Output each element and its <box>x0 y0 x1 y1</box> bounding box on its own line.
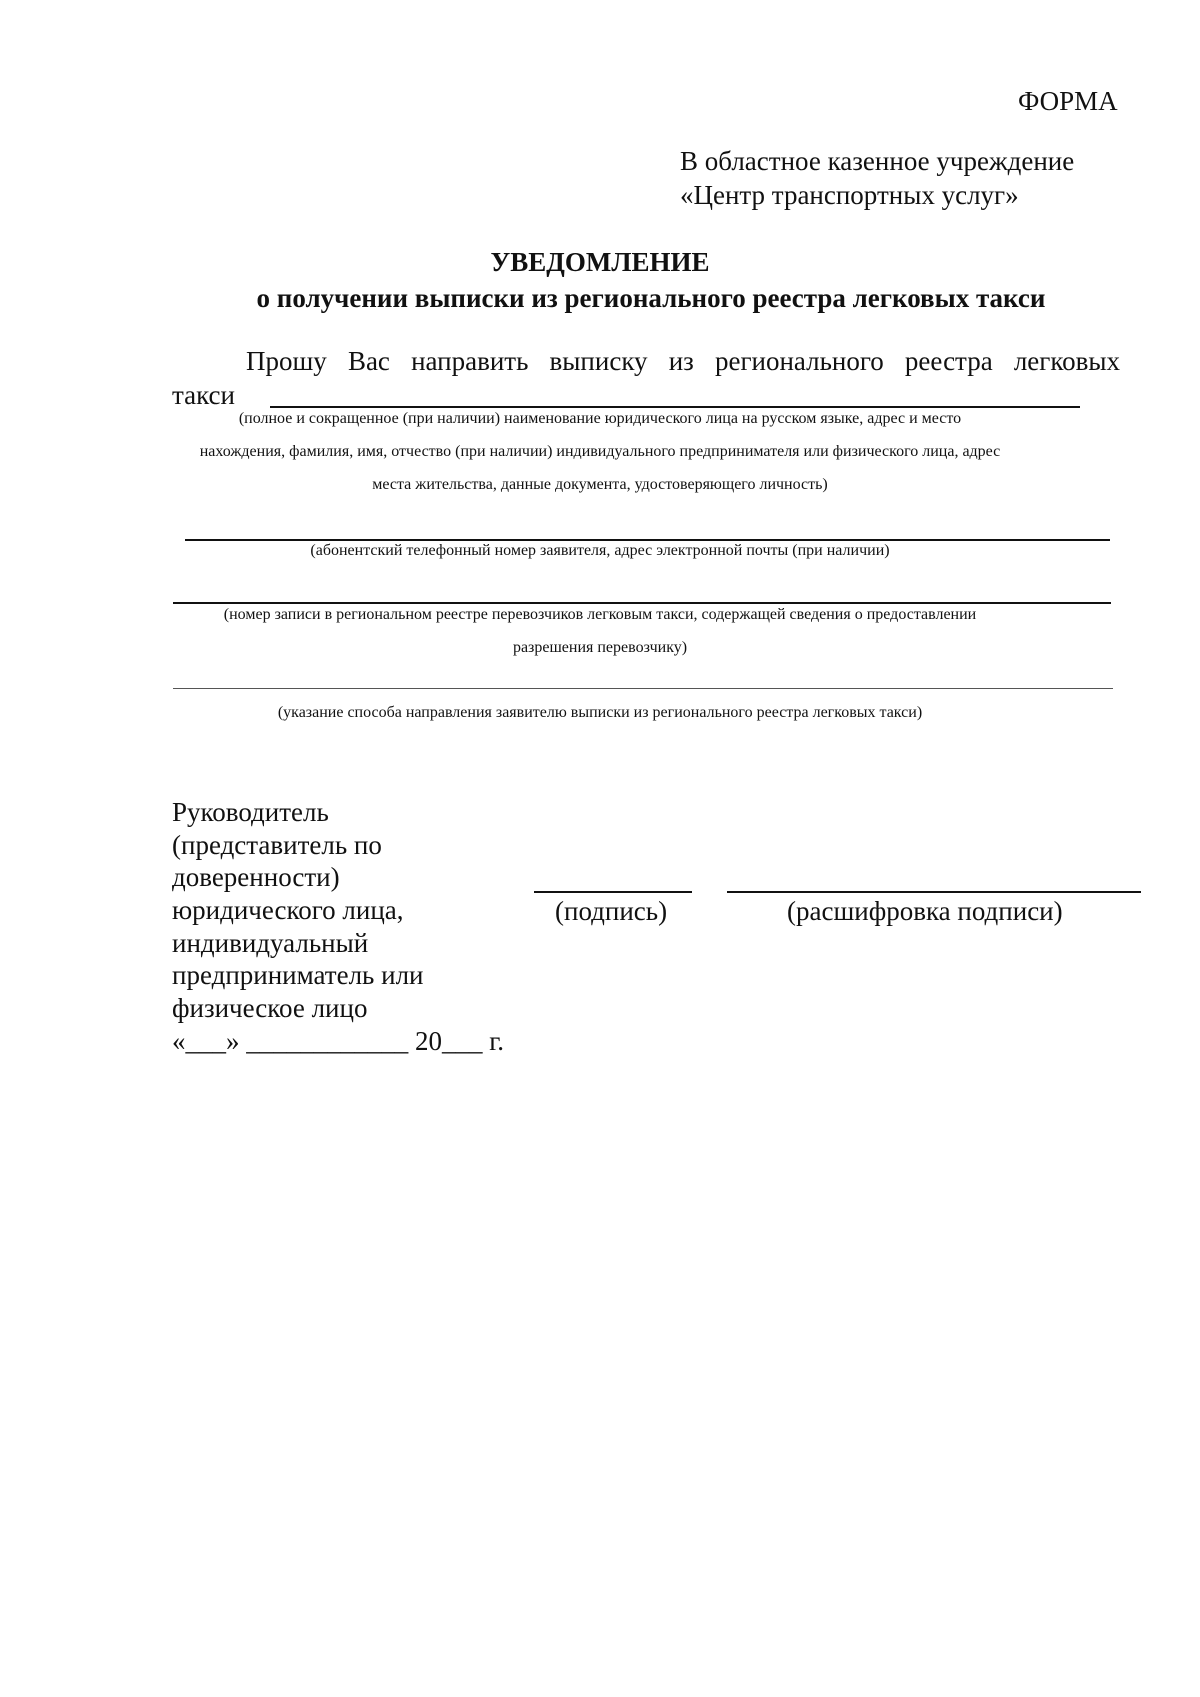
request-text-line-1: Прошу Вас направить выписку из регионального реестра легковых <box>246 346 1120 376</box>
signer-role-line-6: предприниматель или <box>172 960 424 990</box>
signer-role-line-3: доверенности) <box>172 862 340 892</box>
form-label: ФОРМА <box>1018 86 1118 116</box>
signer-role-line-7: физическое лицо <box>172 993 368 1023</box>
registry-record-field-line[interactable] <box>173 602 1111 604</box>
applicant-hint-line-3: места жительства, данные документа, удостоверяющего личность) <box>372 476 828 493</box>
signer-role-line-1: Руководитель <box>172 797 329 827</box>
signature-decoding-field-line[interactable] <box>727 891 1141 893</box>
addressee-line-2: «Центр транспортных услуг» <box>680 180 1019 210</box>
applicant-hint-line-2: нахождения, фамилия, имя, отчество (при наличии) индивидуального предпринимателя или физического лица, адрес <box>199 443 1001 460</box>
applicant-name-field-line[interactable] <box>270 406 1080 408</box>
request-text-prefix: такси <box>172 380 235 410</box>
signer-role-line-5: индивидуальный <box>172 928 369 958</box>
registry-hint-line-2: разрешения перевозчику) <box>512 639 688 656</box>
registry-hint-line-1: (номер записи в региональном реестре перевозчиков легковым такси, содержащей сведения о предоставлении <box>223 606 977 623</box>
delivery-method-field-line[interactable] <box>173 688 1113 689</box>
document-subtitle: о получении выписки из регионального реестра легковых такси <box>256 283 1046 313</box>
addressee-line-1: В областное казенное учреждение <box>680 146 1075 176</box>
applicant-hint-line-1: (полное и сокращенное (при наличии) наименование юридического лица на русском языке, адрес и место <box>238 410 962 427</box>
signature-field-line[interactable] <box>534 891 692 893</box>
signer-role-line-2: (представитель по <box>172 830 382 860</box>
contact-field-line[interactable] <box>185 539 1110 541</box>
signature-decoding-label: (расшифровка подписи) <box>787 896 1063 926</box>
contact-hint: (абонентский телефонный номер заявителя, адрес электронной почты (при наличии) <box>310 542 890 559</box>
delivery-hint: (указание способа направления заявителю выписки из регионального реестра легковых такси) <box>277 704 923 721</box>
date-line[interactable]: «___» ____________ 20___ г. <box>172 1026 505 1056</box>
document-title: УВЕДОМЛЕНИЕ <box>490 247 710 277</box>
signer-role-line-4: юридического лица, <box>172 895 404 925</box>
signature-label: (подпись) <box>555 896 668 926</box>
